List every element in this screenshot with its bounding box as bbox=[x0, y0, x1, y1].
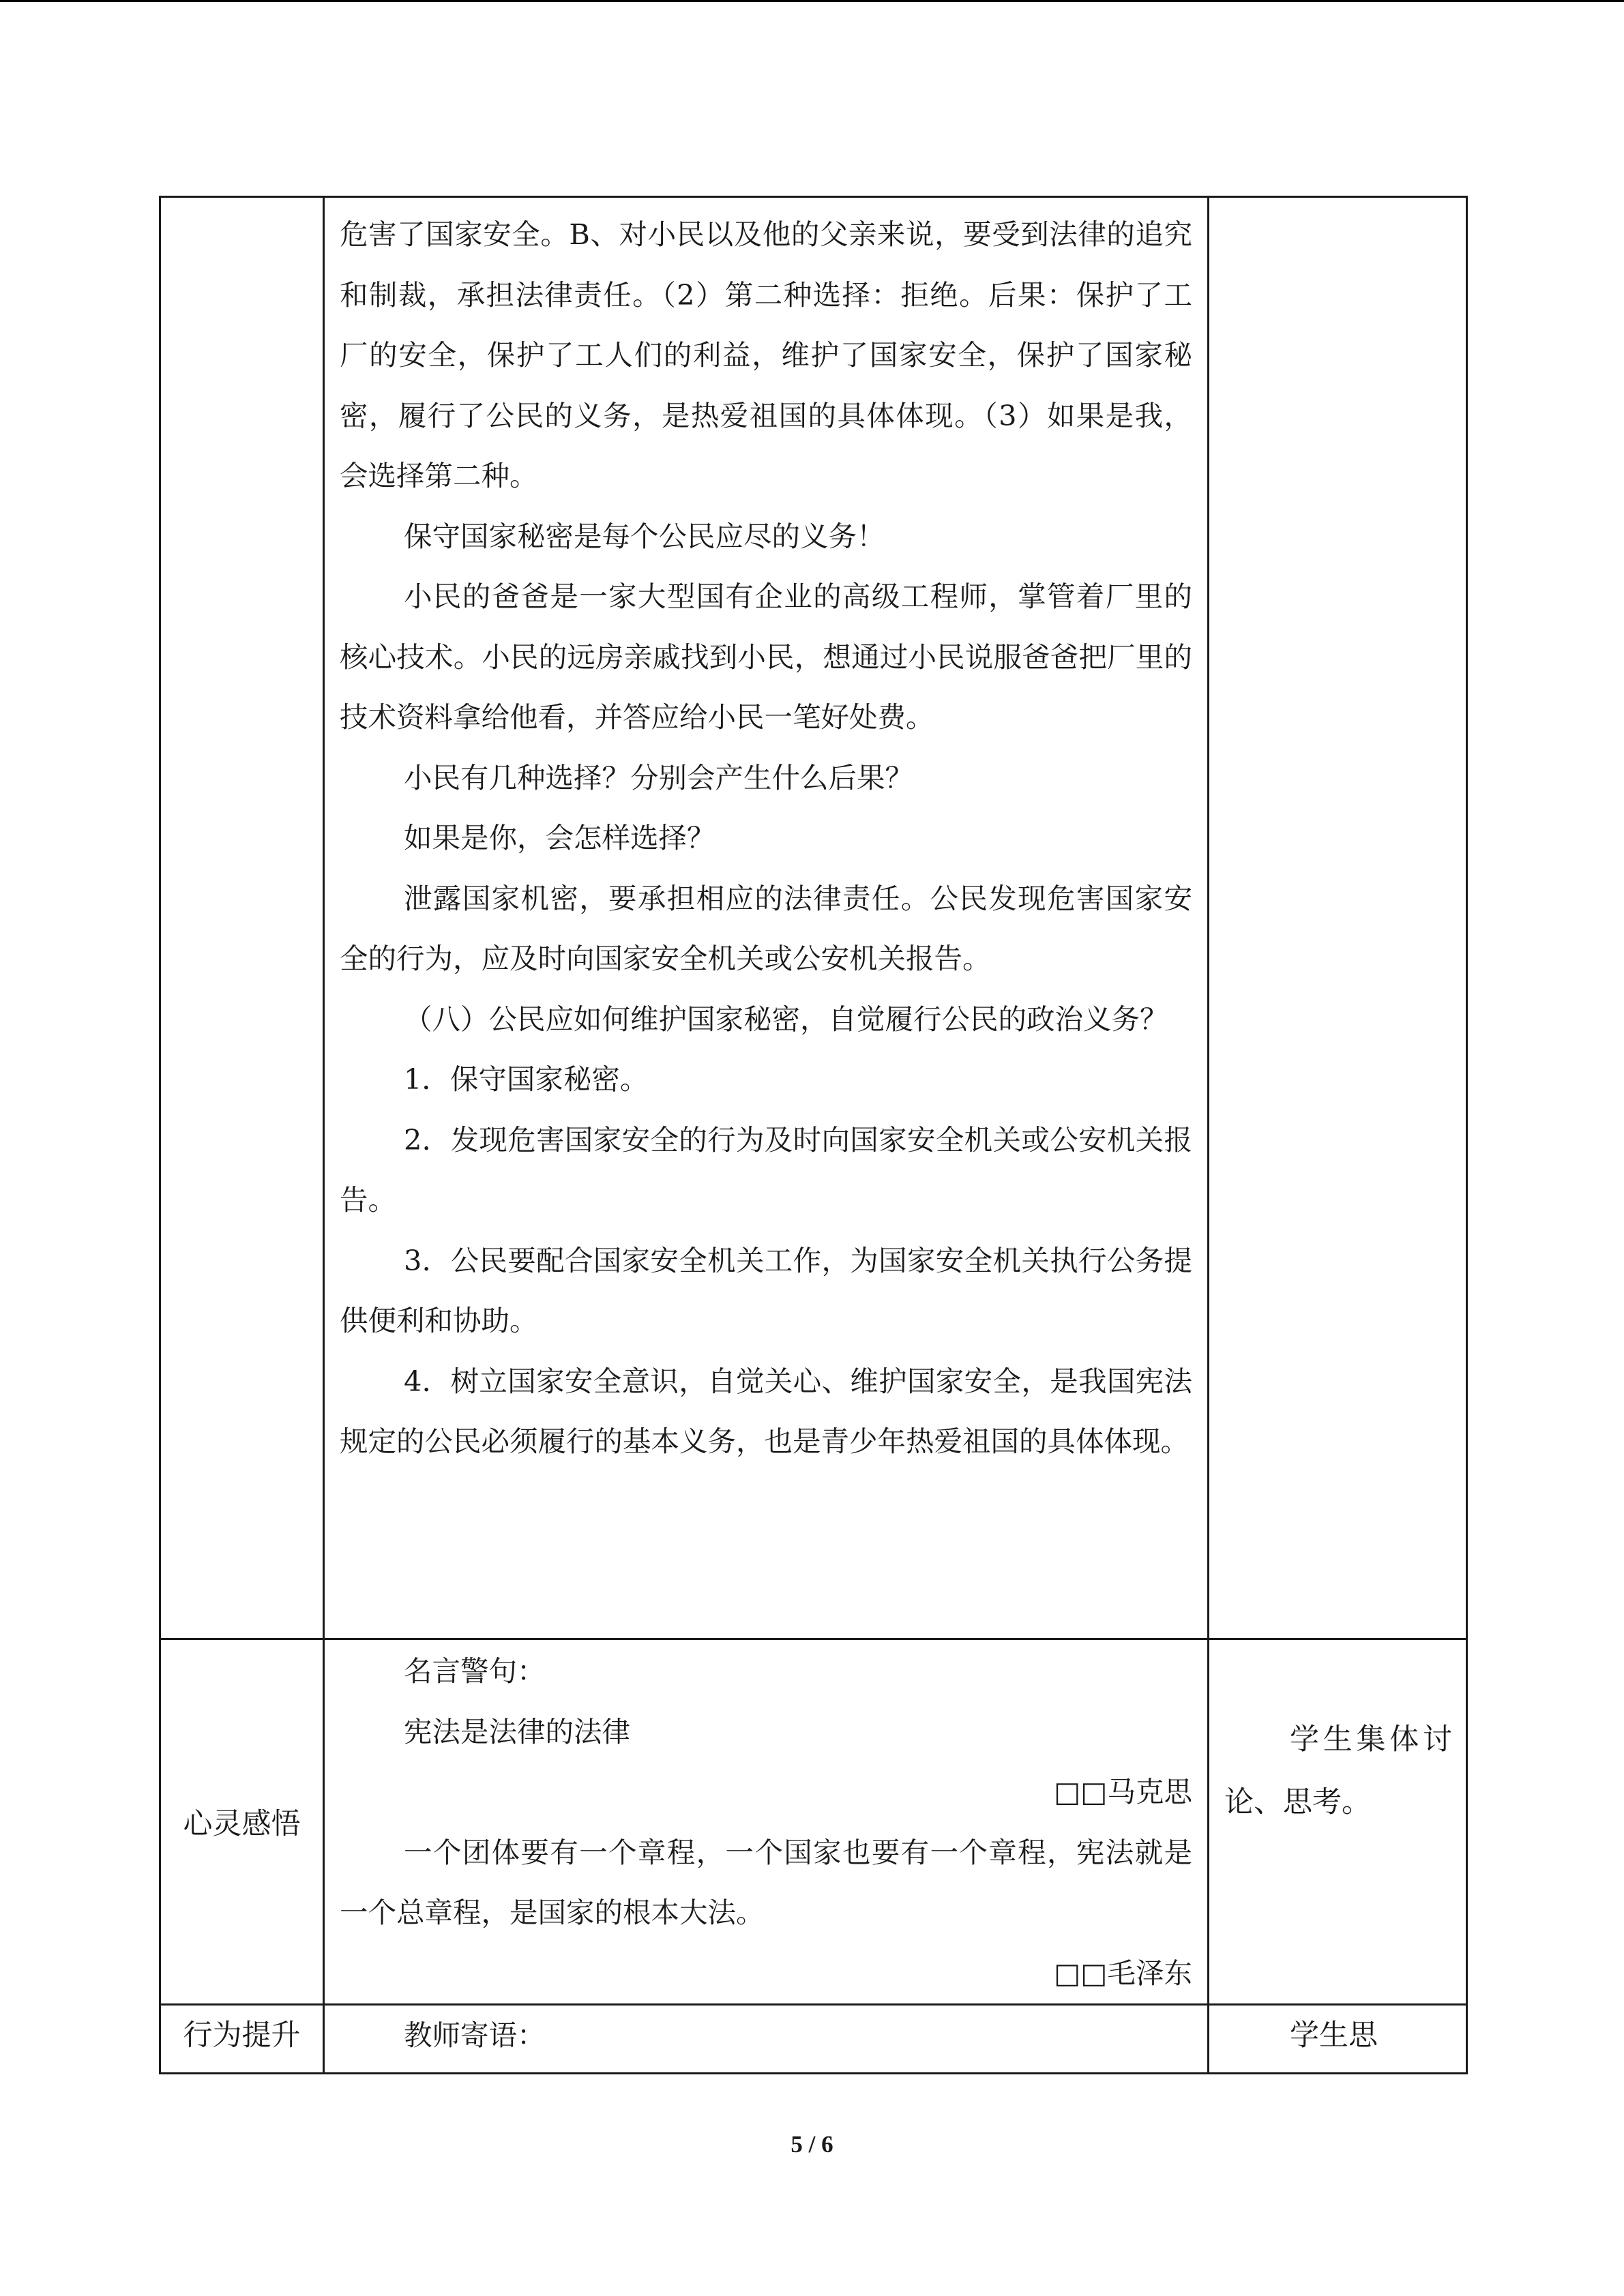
table-row bbox=[160, 2005, 1467, 2074]
content-paragraph: 保守国家秘密是每个公民应尽的义务！ bbox=[404, 519, 885, 553]
page-number: 5 / 6 bbox=[791, 2131, 833, 2158]
content-paragraph: 3．公民要配合国家安全机关工作，为国家安全机关执行公务提供便利和协助。 bbox=[340, 1243, 1192, 1337]
content-cell bbox=[324, 197, 1209, 1639]
content-paragraph: 泄露国家机密，要承担相应的法律责任。公民发现危害国家安全的行为，应及时向国家安全机关或公安机关报告。 bbox=[340, 881, 1192, 975]
activity-cell bbox=[1209, 197, 1467, 1639]
content-cell bbox=[324, 1639, 1209, 2005]
quote-author: □□马克思 bbox=[1054, 1775, 1192, 1808]
quote-text: 宪法是法律的法律 bbox=[404, 1714, 631, 1748]
lesson-plan-table bbox=[159, 196, 1468, 2074]
table-row bbox=[160, 1639, 1467, 2005]
content-paragraphs bbox=[325, 198, 1207, 1472]
content-paragraph: 4．树立国家安全意识，自觉关心、维护国家安全，是我国宪法规定的公民必须履行的基本义务，也是青少年热爱祖国的具体体现。 bbox=[340, 1364, 1192, 1458]
quote-text: 一个团体要有一个章程，一个国家也要有一个章程，宪法就是一个总章程，是国家的根本大法。 bbox=[340, 1835, 1192, 1929]
content-paragraph: 小民的爸爸是一家大型国有企业的高级工程师，掌管着厂里的核心技术。小民的远房亲戚找到小民，想通过小民说服爸爸把厂里的技术资料拿给他看，并答应给小民一笔好处费。 bbox=[340, 580, 1192, 734]
content-paragraph: 小民有几种选择？分别会产生什么后果？ bbox=[404, 760, 914, 794]
top-border-line bbox=[0, 0, 1624, 2]
teacher-message-heading: 教师寄语： bbox=[404, 2018, 546, 2052]
section-label: 心灵感悟 bbox=[160, 1639, 324, 2005]
content-paragraph: （八）公民应如何维护国家秘密，自觉履行公民的政治义务？ bbox=[404, 1002, 1168, 1036]
quote-heading: 名言警句： bbox=[404, 1654, 546, 1688]
quote-author: □□毛泽东 bbox=[1054, 1956, 1192, 1990]
activity-note: 学生思 bbox=[1290, 2018, 1378, 2053]
content-paragraph: 危害了国家安全。B、对小民以及他的父亲来说，要受到法律的追究和制裁，承担法律责任。（2）第二种选择：拒绝。后果：保护了工厂的安全，保护了工人们的利益，维护了国家安全，保护了国家秘密，履行了公民的义务，是热爱祖国的具体体现。（3）如果是我，会选择第二种。 bbox=[340, 218, 1192, 492]
activity-cell bbox=[1209, 2005, 1467, 2074]
section-label-cell bbox=[160, 197, 324, 1639]
content-paragraph: 如果是你，会怎样选择？ bbox=[404, 821, 715, 854]
table-row bbox=[160, 197, 1467, 1639]
content-paragraph: 1．保守国家秘密。 bbox=[404, 1062, 649, 1096]
activity-note: 学生集体讨论、思考。 bbox=[1224, 1723, 1452, 1819]
section-label: 行为提升 bbox=[160, 2005, 324, 2074]
content-paragraph: 2．发现危害国家安全的行为及时向国家安全机关或公安机关报告。 bbox=[340, 1122, 1192, 1217]
activity-cell bbox=[1209, 1639, 1467, 2005]
content-cell bbox=[324, 2005, 1209, 2074]
